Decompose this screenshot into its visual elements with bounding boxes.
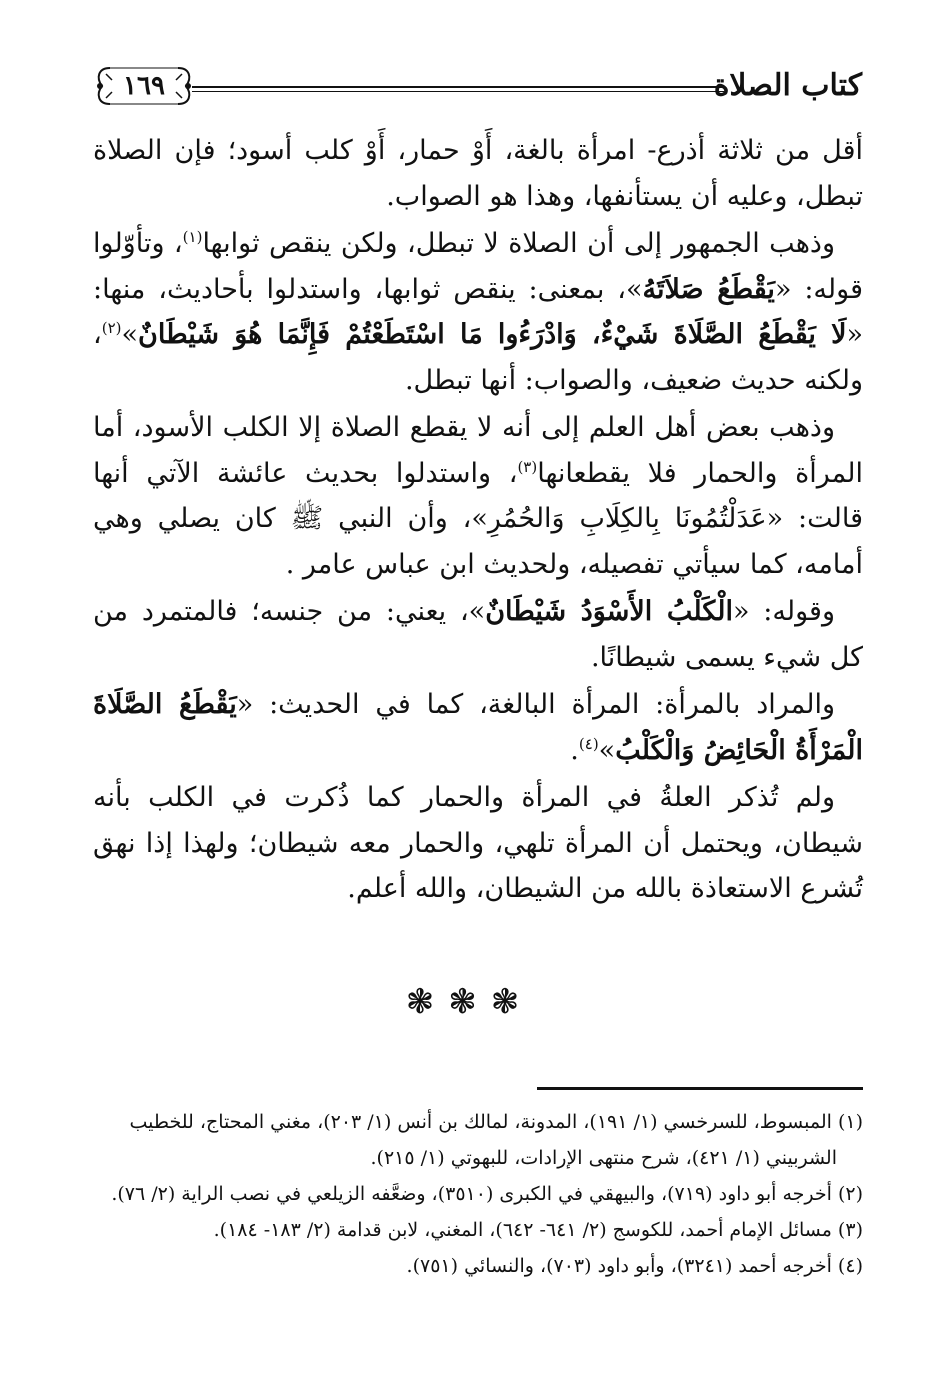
hadith-quote-1: يَقْطَعُ صَلاَتَهُ bbox=[642, 273, 775, 305]
paragraph-1-text: أقل من ثلاثة أذرع- امرأة بالغة، أَوْ حمار، أَوْ كلب أسود؛ فإن الصلاة تبطل، وعليه أن يستأنفها، وهذا هو الصواب. bbox=[93, 135, 863, 212]
paragraph-3-text-b: ، واستدلوا بحديث عائشة الآتي أنها قالت: «عَدَلْتُمُونَا بِالكِلَابِ وَالحُمُرِ»، وأن النبي ﷺ كان يصلي وهي أمامه، كما سيأتي تفصيله، ولحديث ابن عباس عامر . bbox=[93, 457, 863, 580]
paragraph-2 bbox=[93, 221, 863, 403]
hadith-quote-4: يَقْطَعُ الصَّلَاةَ الْمَرْأَةُ الْحَائِضُ وَالْكَلْبُ bbox=[93, 689, 863, 766]
footnote-ref-1: (١) bbox=[182, 228, 203, 246]
footnote-ref-3: (٣) bbox=[517, 457, 538, 476]
paragraph-2-text-b: ، وتأوّلوا قوله: « bbox=[93, 228, 863, 305]
header-rule bbox=[192, 86, 724, 92]
footnote-ref-2: (٢) bbox=[101, 319, 122, 337]
running-title: كتاب الصلاة bbox=[713, 68, 862, 103]
footnote-ref-4: (٤) bbox=[578, 734, 599, 753]
footnote-rule bbox=[537, 1087, 863, 1090]
paragraph-6 bbox=[93, 775, 863, 912]
paragraph-5-text-c: . bbox=[570, 734, 579, 766]
paragraph-2-text-a: وذهب الجمهور إلى أن الصلاة لا تبطل، ولكن ينقص ثوابها bbox=[202, 228, 835, 259]
paragraph-4-text-a: وقوله: « bbox=[732, 596, 835, 627]
paragraph-4-text-b: »، يعني: من جنسه؛ فالمتمرد من كل شيء يسمى شيطانًا. bbox=[93, 596, 863, 673]
footnote-4: (٤) أخرجه أحمد (٣٢٤١)، وأبو داود (٧٠٣)، والنسائي (٧٥١). bbox=[406, 1255, 863, 1277]
footnote-3: (٣) مسائل الإمام أحمد، للكوسج (٢/ ٦٤١- ٦٤٢)، المغني، لابن قدامة (٢/ ١٨٣- ١٨٤). bbox=[213, 1219, 863, 1241]
hadith-quote-2: لَا يَقْطَعُ الصَّلَاةَ شَيْءٌ، وَادْرَءُوا مَا اسْتَطَعْتُمْ فَإِنَّمَا هُوَ شَيْطَانٌ bbox=[138, 319, 847, 350]
footnote-1-continued: الشربيني (١/ ٤٢١)، شرح منتهى الإرادات، للبهوتي (١/ ٢١٥). bbox=[370, 1147, 837, 1169]
paragraph-3 bbox=[93, 405, 863, 587]
footnotes bbox=[93, 1104, 863, 1284]
paragraph-5-text-b: » bbox=[598, 734, 616, 766]
paragraph-6-text: ولم تُذكر العلةُ في المرأة والحمار كما ذُكرت في الكلب بأنه شيطان، ويحتمل أن المرأة تلهي، والحمار معه شيطان؛ ولهذا إذا نهق تُشرع الاستعاذة بالله من الشيطان، والله أعلم. bbox=[93, 782, 863, 904]
page-number-ornament bbox=[92, 64, 196, 108]
paragraph-4 bbox=[93, 589, 863, 680]
paragraph-2-text-d: » bbox=[121, 319, 139, 350]
paragraph-5-text-a: والمراد بالمرأة: المرأة البالغة، كما في الحديث: « bbox=[236, 689, 835, 720]
section-separator: ❃❃❃ bbox=[405, 982, 534, 1022]
paragraph-5 bbox=[93, 682, 863, 773]
footnote-2: (٢) أخرجه أبو داود (٧١٩)، والبيهقي في الكبرى (٣٥١٠)، وضعَّفه الزيلعي في نصب الراية (٢/ ٧٦). bbox=[111, 1183, 863, 1205]
main-text bbox=[93, 128, 863, 914]
paragraph-3-text-a: وذهب بعض أهل العلم إلى أنه لا يقطع الصلاة إلا الكلب الأسود، أما المرأة والحمار فلا يقطعانها bbox=[93, 412, 863, 489]
page-header bbox=[92, 60, 862, 110]
page-number: ١٦٩ bbox=[123, 71, 165, 101]
paragraph-2-text-e: ، ولكنه حديث ضعيف، والصواب: أنها تبطل. bbox=[93, 319, 863, 396]
paragraph-2-text-c: »، بمعنى: ينقص ثوابها، واستدلوا بأحاديث، منها: « bbox=[93, 273, 863, 350]
hadith-quote-3: الْكَلْبُ الأَسْوَدُ شَيْطَانٌ bbox=[485, 596, 733, 627]
footnote-1: (١) المبسوط، للسرخسي (١/ ١٩١)، المدونة، لمالك بن أنس (١/ ٢٠٣)، مغني المحتاج، للخطيب bbox=[129, 1111, 863, 1133]
paragraph-1 bbox=[93, 128, 863, 219]
